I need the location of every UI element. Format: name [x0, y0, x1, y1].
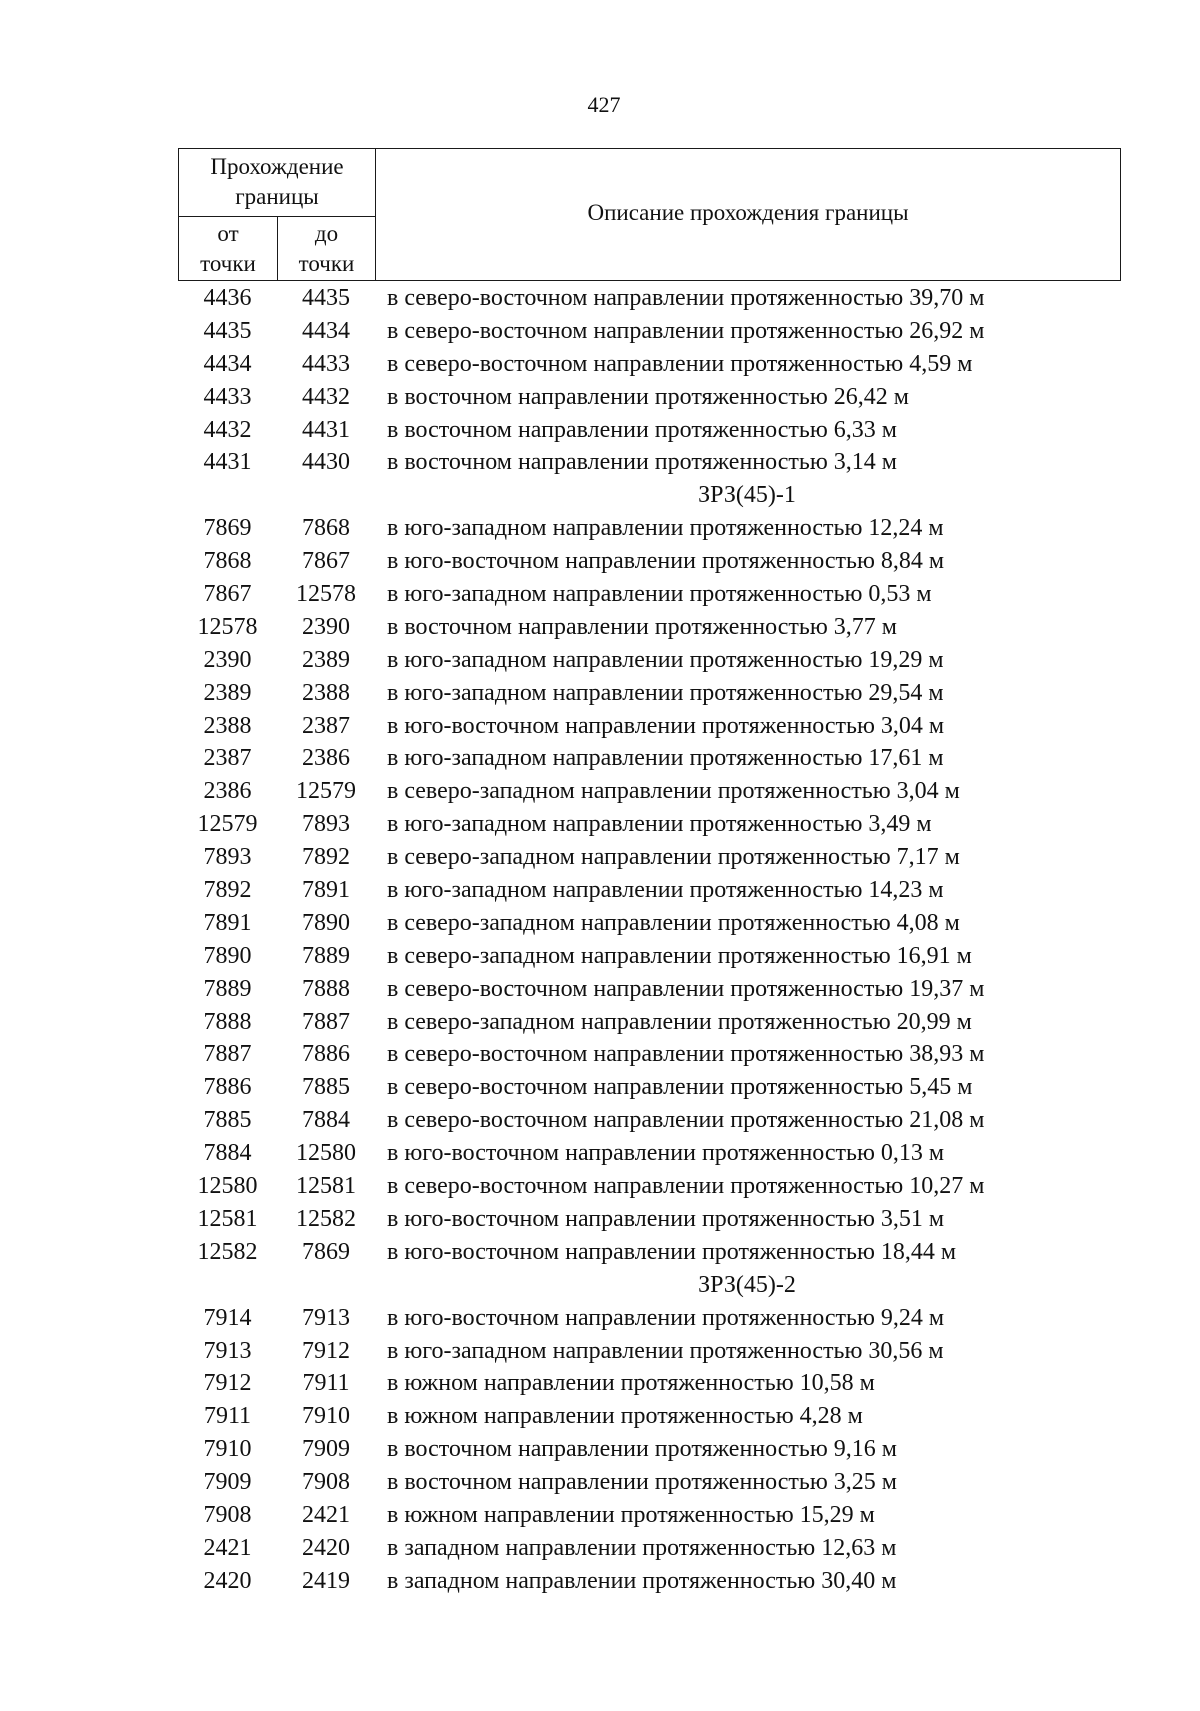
- from-point-cell: 12579: [197, 811, 258, 838]
- to-point-cell: 12580: [296, 1140, 356, 1167]
- description-cell: в юго-восточном направлении протяженностью 3,04 м: [387, 712, 945, 739]
- table-row: [178, 1071, 1121, 1104]
- to-point-cell: 12579: [296, 778, 356, 805]
- section-heading: ЗРЗ(45)-2: [698, 1271, 796, 1298]
- table-row: [178, 1532, 1121, 1565]
- table-row: [178, 381, 1121, 414]
- from-point-cell: 7885: [203, 1107, 252, 1134]
- table-row: [178, 512, 1121, 545]
- description-cell: в восточном направлении протяженностью 9,16 м: [387, 1436, 897, 1463]
- to-point-header-line1: до: [314, 221, 339, 246]
- table-row: [178, 1499, 1121, 1532]
- to-point-cell: 7888: [302, 975, 350, 1002]
- description-cell: в северо-западном направлении протяженностью 7,17 м: [387, 844, 960, 871]
- boundary-passage-header-line2: границы: [235, 184, 319, 209]
- to-point-cell: 7890: [302, 909, 350, 936]
- from-point-cell: 7886: [203, 1074, 252, 1101]
- from-point-cell: 4431: [203, 449, 252, 476]
- table-row: [178, 1236, 1121, 1269]
- from-point-cell: 4434: [203, 350, 252, 377]
- table-row: [178, 1466, 1121, 1499]
- to-point-cell: 7869: [302, 1238, 350, 1265]
- to-point-header: [278, 217, 376, 280]
- table-row: [178, 611, 1121, 644]
- table-row: [178, 1038, 1121, 1071]
- from-point-cell: 7909: [203, 1469, 252, 1496]
- description-cell: в юго-западном направлении протяженностью 0,53 м: [387, 581, 932, 608]
- table-row: [178, 414, 1121, 447]
- table-row: [178, 348, 1121, 381]
- section-heading: ЗРЗ(45)-1: [698, 482, 796, 509]
- from-point-cell: 12578: [197, 613, 258, 640]
- to-point-cell: 7885: [302, 1074, 350, 1101]
- to-point-cell: 2389: [302, 646, 350, 673]
- table-row: [178, 1203, 1121, 1236]
- to-point-cell: 2421: [302, 1501, 350, 1528]
- description-cell: в северо-восточном направлении протяженностью 5,45 м: [387, 1074, 973, 1101]
- to-point-cell: 7910: [302, 1403, 350, 1430]
- to-point-cell: 7886: [302, 1041, 350, 1068]
- from-point-cell: 7893: [203, 844, 252, 871]
- from-point-cell: 2386: [203, 778, 252, 805]
- description-cell: в западном направлении протяженностью 12,63 м: [387, 1534, 897, 1561]
- description-cell: в восточном направлении протяженностью 26,42 м: [387, 383, 909, 410]
- description-cell: в юго-западном направлении протяженностью 17,61 м: [387, 745, 944, 772]
- table-row: [178, 1565, 1121, 1598]
- table-row: [178, 1433, 1121, 1466]
- table-row: [178, 677, 1121, 710]
- description-cell: в северо-восточном направлении протяженностью 38,93 м: [387, 1041, 985, 1068]
- table-row: [178, 1400, 1121, 1433]
- description-cell: в юго-западном направлении протяженностью 29,54 м: [387, 679, 944, 706]
- from-point-header: [179, 217, 278, 280]
- table-row: [178, 1137, 1121, 1170]
- from-point-cell: 2389: [203, 679, 252, 706]
- from-point-cell: 7869: [203, 515, 252, 542]
- description-cell: в западном направлении протяженностью 30,40 м: [387, 1567, 897, 1594]
- to-point-cell: 2386: [302, 745, 350, 772]
- from-point-cell: 7868: [203, 548, 252, 575]
- page-number: 427: [587, 92, 621, 117]
- description-cell: в юго-восточном направлении протяженностью 3,51 м: [387, 1205, 945, 1232]
- description-cell: в южном направлении протяженностью 15,29 м: [387, 1501, 875, 1528]
- from-point-cell: 2387: [203, 745, 252, 772]
- table-row: [178, 1170, 1121, 1203]
- description-cell: в северо-восточном направлении протяженностью 21,08 м: [387, 1107, 985, 1134]
- description-cell: в юго-западном направлении протяженностью 14,23 м: [387, 877, 944, 904]
- from-point-cell: 2388: [203, 712, 252, 739]
- to-point-header-line2: точки: [298, 251, 355, 276]
- to-point-cell: 7884: [302, 1107, 350, 1134]
- description-cell: в юго-восточном направлении протяженностью 18,44 м: [387, 1238, 957, 1265]
- from-point-cell: 7867: [203, 581, 252, 608]
- from-point-cell: 7912: [203, 1370, 252, 1397]
- table-row: [178, 578, 1121, 611]
- table-row: [178, 907, 1121, 940]
- to-point-cell: 7913: [302, 1304, 350, 1331]
- section-heading-row: [178, 479, 1121, 512]
- description-cell: в юго-западном направлении протяженностью 19,29 м: [387, 646, 944, 673]
- table-row: [178, 1104, 1121, 1137]
- from-point-cell: 7892: [203, 877, 252, 904]
- from-point-cell: 7884: [203, 1140, 252, 1167]
- to-point-cell: 12581: [296, 1173, 356, 1200]
- to-point-cell: 4430: [302, 449, 350, 476]
- boundary-table-body: [178, 282, 1121, 1598]
- to-point-cell: 7868: [302, 515, 350, 542]
- description-cell: в южном направлении протяженностью 10,58 м: [387, 1370, 875, 1397]
- from-point-cell: 4433: [203, 383, 252, 410]
- description-cell: в юго-восточном направлении протяженностью 9,24 м: [387, 1304, 945, 1331]
- from-point-cell: 2420: [203, 1567, 252, 1594]
- description-cell: в северо-восточном направлении протяженностью 26,92 м: [387, 317, 985, 344]
- from-point-cell: 7911: [203, 1403, 252, 1430]
- description-cell: в северо-восточном направлении протяженностью 39,70 м: [387, 285, 985, 311]
- description-cell: в юго-западном направлении протяженностью 30,56 м: [387, 1337, 944, 1364]
- table-row: [178, 1367, 1121, 1400]
- boundary-passage-header-line1: Прохождение: [210, 154, 344, 179]
- from-point-cell: 2390: [203, 646, 252, 673]
- description-cell: в южном направлении протяженностью 4,28 м: [387, 1403, 863, 1430]
- from-point-cell: 12582: [197, 1238, 258, 1265]
- table-row: [178, 775, 1121, 808]
- from-point-cell: 2421: [203, 1534, 252, 1561]
- to-point-cell: 4433: [302, 350, 350, 377]
- from-point-cell: 7913: [203, 1337, 252, 1364]
- from-point-cell: 7908: [203, 1501, 252, 1528]
- from-point-cell: 7914: [203, 1304, 252, 1331]
- description-cell: в восточном направлении протяженностью 6,33 м: [387, 416, 897, 443]
- description-header: Описание прохождения границы: [587, 199, 909, 225]
- table-row: [178, 808, 1121, 841]
- from-point-cell: 4432: [203, 416, 252, 443]
- description-cell: в восточном направлении протяженностью 3,25 м: [387, 1469, 897, 1496]
- to-point-cell: 2420: [302, 1534, 350, 1561]
- table-row: [178, 1335, 1121, 1368]
- from-point-cell: 7889: [203, 975, 252, 1002]
- to-point-cell: 7887: [302, 1008, 350, 1035]
- table-row: [178, 874, 1121, 907]
- to-point-cell: 7892: [302, 844, 350, 871]
- to-point-cell: 2390: [302, 613, 350, 640]
- from-point-cell: 4436: [203, 285, 252, 311]
- from-point-cell: 7891: [203, 909, 252, 936]
- description-cell: в северо-западном направлении протяженностью 3,04 м: [387, 778, 960, 805]
- from-point-header-line2: точки: [200, 251, 256, 276]
- from-point-cell: 7887: [203, 1041, 252, 1068]
- from-point-header-line1: от: [217, 221, 239, 246]
- to-point-cell: 12582: [296, 1205, 356, 1232]
- table-row: [178, 315, 1121, 348]
- description-cell: в юго-восточном направлении протяженностью 0,13 м: [387, 1140, 945, 1167]
- to-point-cell: 2419: [302, 1567, 350, 1594]
- table-row: [178, 1006, 1121, 1039]
- from-point-cell: 4435: [203, 317, 252, 344]
- to-point-cell: 7867: [302, 548, 350, 575]
- to-point-cell: 7891: [302, 877, 350, 904]
- table-row: [178, 940, 1121, 973]
- to-point-cell: 7893: [302, 811, 350, 838]
- table-row: [178, 446, 1121, 479]
- table-row: [178, 1302, 1121, 1335]
- description-cell: в юго-западном направлении протяженностью 12,24 м: [387, 515, 944, 542]
- to-point-cell: 7912: [302, 1337, 350, 1364]
- to-point-cell: 4435: [302, 285, 350, 311]
- description-cell: в восточном направлении протяженностью 3,77 м: [387, 613, 897, 640]
- table-row: [178, 841, 1121, 874]
- from-point-cell: 12580: [197, 1173, 258, 1200]
- to-point-cell: 12578: [296, 581, 356, 608]
- to-point-cell: 4434: [302, 317, 350, 344]
- description-cell: в восточном направлении протяженностью 3,14 м: [387, 449, 897, 476]
- table-row: [178, 545, 1121, 578]
- to-point-cell: 2388: [302, 679, 350, 706]
- to-point-cell: 7889: [302, 942, 350, 969]
- table-header: [178, 148, 1121, 281]
- table-row: [178, 644, 1121, 677]
- table-row: [178, 742, 1121, 775]
- table-row: [178, 282, 1121, 315]
- description-cell: в северо-западном направлении протяженностью 4,08 м: [387, 909, 960, 936]
- description-cell: в северо-восточном направлении протяженностью 10,27 м: [387, 1173, 985, 1200]
- description-cell: в юго-восточном направлении протяженностью 8,84 м: [387, 548, 945, 575]
- to-point-cell: 7911: [302, 1370, 350, 1397]
- table-row: [178, 973, 1121, 1006]
- to-point-cell: 7908: [302, 1469, 350, 1496]
- to-point-cell: 4432: [302, 383, 350, 410]
- description-cell: в северо-восточном направлении протяженностью 19,37 м: [387, 975, 985, 1002]
- table-row: [178, 710, 1121, 743]
- description-cell: в северо-западном направлении протяженностью 16,91 м: [387, 942, 972, 969]
- boundary-passage-header: [179, 149, 376, 217]
- description-cell: в северо-восточном направлении протяженностью 4,59 м: [387, 350, 973, 377]
- to-point-cell: 2387: [302, 712, 350, 739]
- to-point-cell: 4431: [302, 416, 350, 443]
- from-point-cell: 7910: [203, 1436, 252, 1463]
- description-cell: в северо-западном направлении протяженностью 20,99 м: [387, 1008, 972, 1035]
- section-heading-row: [178, 1269, 1121, 1302]
- from-point-cell: 12581: [197, 1205, 258, 1232]
- from-point-cell: 7888: [203, 1008, 252, 1035]
- description-cell: в юго-западном направлении протяженностью 3,49 м: [387, 811, 932, 838]
- to-point-cell: 7909: [302, 1436, 350, 1463]
- from-point-cell: 7890: [203, 942, 252, 969]
